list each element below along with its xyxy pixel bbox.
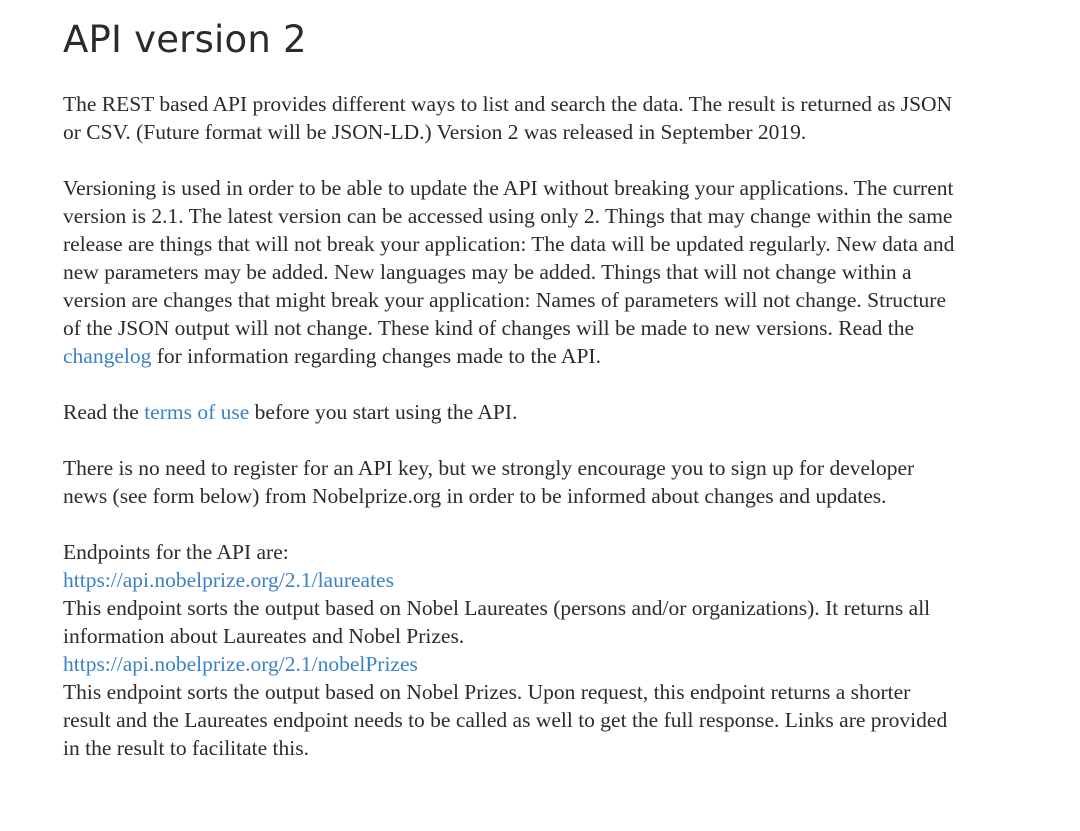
- page-title: API version 2: [63, 18, 307, 61]
- api-docs-content: [63, 0, 963, 762]
- terms-text: Read the: [63, 400, 145, 424]
- changelog-link[interactable]: changelog: [63, 344, 152, 368]
- nobelprizes-endpoint-link[interactable]: https://api.nobelprize.org/2.1/nobelPrizes: [63, 652, 418, 676]
- terms-paragraph: [63, 398, 963, 426]
- laureates-endpoint-link[interactable]: https://api.nobelprize.org/2.1/laureates: [63, 568, 394, 592]
- endpoints-intro: Endpoints for the API are:: [63, 540, 289, 564]
- register-paragraph: There is no need to register for an API key, but we strongly encourage you to sign up for developer news (see form below) from Nobelprize.org in order to be informed about changes and updates.: [63, 456, 915, 508]
- versioning-paragraph: [63, 174, 963, 370]
- terms-of-use-link[interactable]: terms of use: [144, 400, 250, 424]
- terms-text-end: before you start using the API.: [249, 400, 518, 424]
- versioning-text: Versioning is used in order to be able to update the API without breaking your applications. The current version is 2.1. The latest version can be accessed using only 2. Things that may change within the same release are things that will not break your application: The data will be updated regularly. New data and new parameters may be added. New languages may be added. Things that will not change within a version are changes that might break your application: Names of parameters will not change. Structure of the JSON output will not change. These kind of changes will be made to new versions. Read the: [63, 176, 955, 340]
- nobelprizes-endpoint-description: This endpoint sorts the output based on Nobel Prizes. Upon request, this endpoint returns a shorter result and the Laureates endpoint needs to be called as well to get the full response. Links are provided in the result to facilitate this.: [63, 680, 948, 760]
- laureates-endpoint-description: This endpoint sorts the output based on Nobel Laureates (persons and/or organizations). It returns all information about Laureates and Nobel Prizes.: [63, 596, 931, 648]
- endpoint-item: [63, 650, 963, 678]
- intro-paragraph: The REST based API provides different ways to list and search the data. The result is returned as JSON or CSV. (Future format will be JSON-LD.) Version 2 was released in September 2019.: [63, 92, 953, 144]
- versioning-text-end: for information regarding changes made to the API.: [151, 344, 601, 368]
- endpoint-item: [63, 566, 963, 594]
